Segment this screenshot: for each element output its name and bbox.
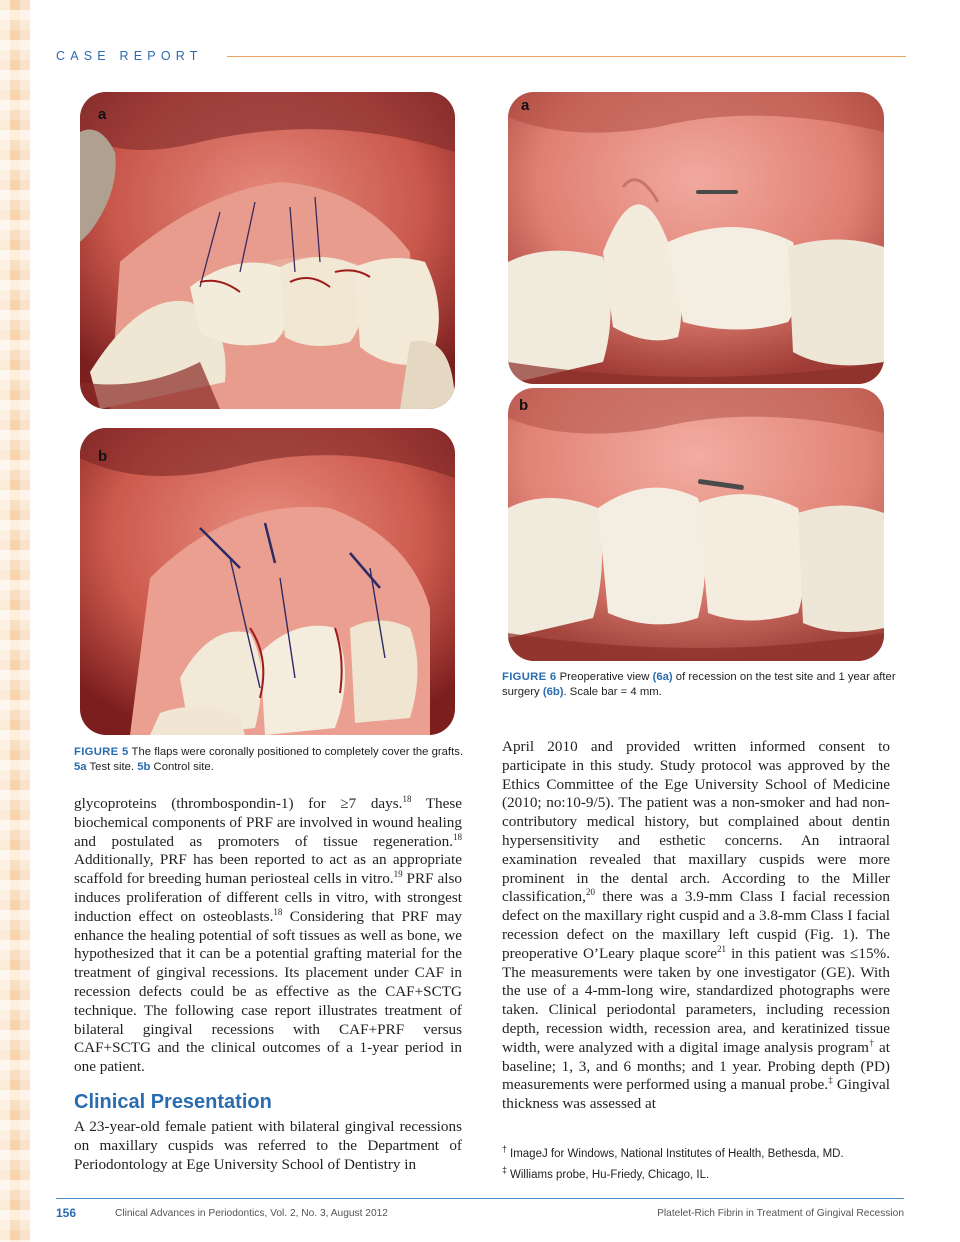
figure-5b-panel-label: b bbox=[98, 448, 108, 465]
figure-5-caption-text: Control site. bbox=[150, 761, 214, 773]
footnote-text: Williams probe, Hu-Friedy, Chicago, IL. bbox=[510, 1168, 710, 1181]
footnote-1 bbox=[502, 1141, 902, 1162]
figure-5a-photo bbox=[80, 92, 455, 409]
footnotes bbox=[502, 1141, 902, 1183]
right-column-paragraph bbox=[502, 738, 890, 1114]
figure-6-label: FIGURE 6 bbox=[502, 671, 557, 683]
figure-5a-panel-label: a bbox=[98, 106, 107, 123]
figure-6a-panel-label: a bbox=[521, 97, 530, 114]
citation: 18 bbox=[453, 831, 462, 842]
footnote-text: ImageJ for Windows, National Institutes of Health, Bethesda, MD. bbox=[510, 1147, 844, 1160]
header-rule bbox=[227, 56, 906, 57]
figure-6a-photo bbox=[508, 92, 884, 384]
body-text: PRF also induces proliferation of different cells in vitro, with strongest induction effect on osteoblasts. bbox=[74, 870, 462, 925]
citation: 21 bbox=[717, 943, 727, 954]
body-text: Additionally, PRF has been reported to act as an appropriate scaffold for breeding human periosteal cells in vitro. bbox=[74, 851, 462, 888]
section-label: CASE REPORT bbox=[56, 49, 203, 63]
footnote-mark: † bbox=[502, 1144, 508, 1154]
figure-6-caption-text: of recession on the test site and 1 year after surgery bbox=[502, 671, 896, 698]
figure-5-caption bbox=[74, 745, 463, 775]
figure-5a-reference: 5a bbox=[74, 761, 87, 773]
body-text: April 2010 and provided written informed consent to participate in this study. Study protocol was approved by the Ethics Committee of the Ege University School of Medicine (2010; no:10-9/5). The patient was a non-smoker and had non-contributory medical history, but complained about dentin hypersensitivity and esthetic concerns. An intraoral examination revealed that maxillary cuspids were more prominent in the dental arch. According to the Miller classification, bbox=[502, 738, 890, 906]
left-column-paragraph-2 bbox=[74, 1118, 462, 1174]
figure-6-caption-text: . Scale bar = 4 mm. bbox=[563, 686, 662, 698]
footnote-mark: ‡ bbox=[502, 1164, 508, 1175]
figure-5-label: FIGURE 5 bbox=[74, 746, 129, 758]
figure-6-caption-text: Preoperative view bbox=[556, 671, 653, 683]
citation: 20 bbox=[585, 887, 595, 898]
body-text: in this patient was ≤15%. The measurements were taken by one investigator (GE). With the use of a 4-mm-long wire, standardized photographs were taken. Clinical periodontal parameters, including recession depth, recession width, recession area, and keratinized tissue width, were analyzed with a digital image analysis program bbox=[502, 944, 890, 1056]
footer-rule bbox=[56, 1198, 904, 1199]
citation: 18 bbox=[273, 906, 283, 917]
footnote-2 bbox=[502, 1162, 902, 1183]
figure-5-caption-text: Test site. bbox=[86, 761, 138, 773]
body-text: there was a 3.9-mm Class I facial recession defect on the maxillary right cuspid and a 3.8-mm Class I facial recession defect on the maxillary left cuspid (Fig. 1). The preoperative O’Leary plaque score bbox=[502, 888, 890, 962]
body-text: Gingival thickness was assessed at bbox=[502, 1076, 890, 1113]
running-title: Platelet-Rich Fibrin in Treatment of Gingival Recession bbox=[657, 1208, 904, 1219]
citation: 19 bbox=[393, 869, 403, 880]
figure-6-caption bbox=[502, 670, 897, 700]
left-column-paragraph bbox=[74, 795, 462, 1077]
footnote-marker: † bbox=[868, 1037, 875, 1048]
section-heading: Clinical Presentation bbox=[74, 1091, 272, 1113]
citation: 18 bbox=[402, 793, 412, 804]
figure-5-caption-text: The flaps were coronally positioned to completely cover the grafts. bbox=[128, 746, 463, 758]
body-text: A 23-year-old female patient with bilateral gingival recessions on maxillary cuspids was referred to the Department of Periodontology at Ege University School of Dentistry in bbox=[74, 1118, 462, 1173]
body-text: Considering that PRF may enhance the healing potential of soft tissues as well as bone, we hypothesized that it can be a potential grafting material for the treatment of gingival recessions. Its placement under CAF in recession defects could be as effective as the CAF+SCTG technique. The following case report illustrates treatment of bilateral gingival recessions with CAF+PRF versus CAF+SCTG and the clinical outcomes of a 1-year period in one patient. bbox=[74, 907, 462, 1076]
figure-6a-reference: (6a) bbox=[652, 671, 673, 683]
decorative-side-strip bbox=[0, 0, 30, 1242]
body-text: These biochemical components of PRF are involved in wound healing and postulated as promoters of tissue regeneration. bbox=[74, 795, 462, 850]
figure-6b-panel-label: b bbox=[519, 397, 529, 414]
figure-5b-photo bbox=[80, 428, 455, 735]
page-header bbox=[56, 47, 906, 65]
figure-6b-photo bbox=[508, 388, 884, 661]
figure-5b-reference: 5b bbox=[137, 761, 151, 773]
body-text: at baseline; 1, 3, and 6 months; and 1 year. Probing depth (PD) measurements were performed using a manual probe. bbox=[502, 1038, 891, 1094]
footnote-marker: ‡ bbox=[828, 1075, 833, 1086]
body-text: glycoproteins (thrombospondin-1) for ≥7 days. bbox=[74, 795, 403, 812]
journal-citation: Clinical Advances in Periodontics, Vol. 2, No. 3, August 2012 bbox=[115, 1208, 388, 1219]
figure-6b-reference: (6b) bbox=[542, 686, 564, 698]
page-number: 156 bbox=[56, 1206, 77, 1220]
page-footer bbox=[56, 1207, 904, 1223]
